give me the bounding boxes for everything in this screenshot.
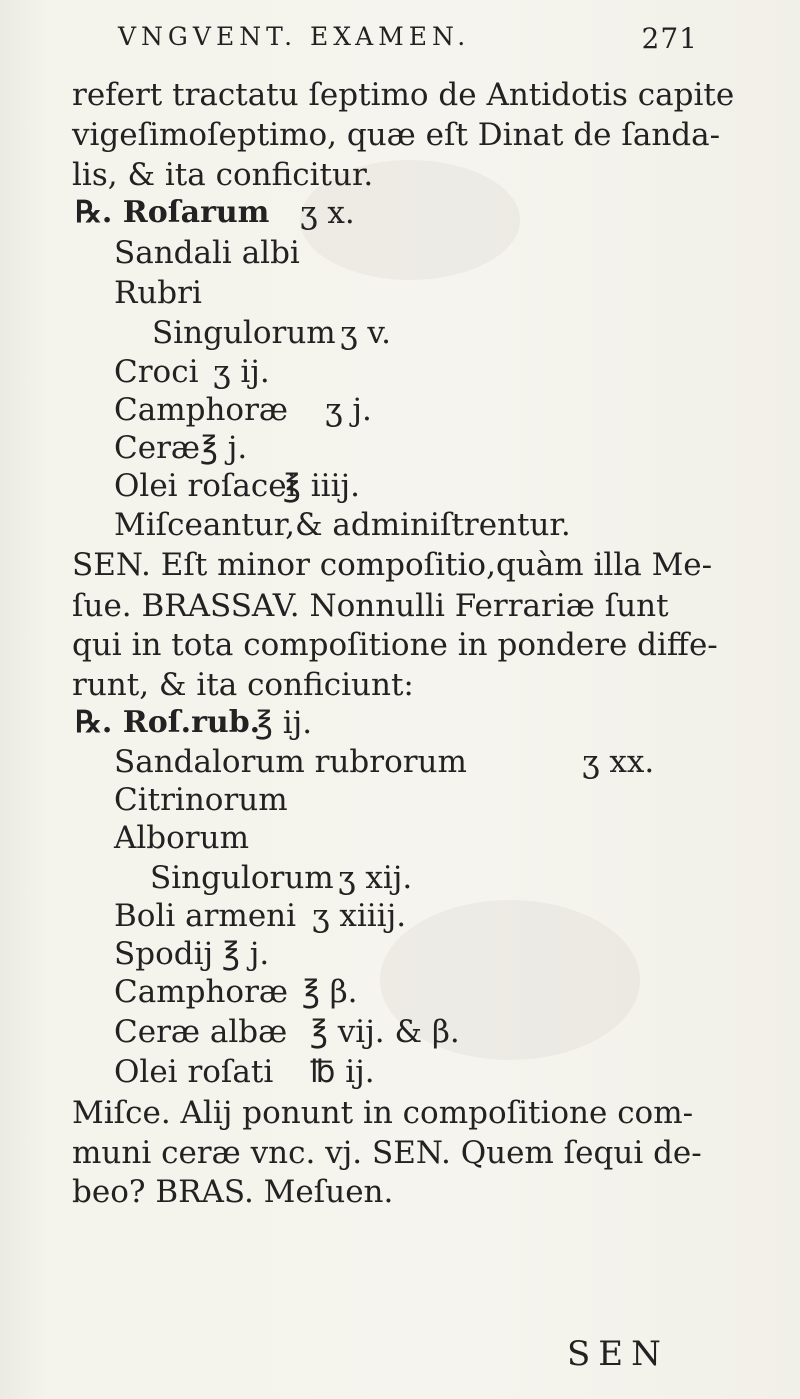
recipe-line: Singulorum [150, 860, 334, 896]
recipe-line: Olei roſacei [114, 468, 297, 504]
text-line: Miſceantur,& adminiſtrentur. [114, 507, 571, 543]
page-number: 271 [641, 22, 698, 55]
quantity: ℥ j. [222, 936, 270, 972]
recipe-line: Alborum [114, 820, 249, 856]
text-line: qui in tota compoſitione in pondere diffe- [72, 627, 718, 663]
quantity: ʒ xx. [582, 744, 655, 780]
recipe-line: Spodij [114, 936, 214, 972]
running-head [118, 22, 698, 62]
recipe-line: Croci [114, 354, 199, 390]
quantity: ʒ ij. [213, 354, 270, 390]
recipe-line: Singulorum [152, 315, 336, 351]
quantity: ℥ iiij. [283, 468, 360, 504]
quantity: ℥ j. [200, 430, 248, 466]
running-head-title: VNGVENT. EXAMEN. [118, 22, 471, 51]
quantity: ʒ x. [300, 195, 355, 231]
text-line: runt, & ita conficiunt: [72, 667, 414, 703]
recipe-line: Camphoræ [114, 974, 289, 1010]
quantity: ℥ β. [302, 974, 358, 1010]
quantity: ʒ j. [325, 392, 372, 428]
recipe-line: Rubri [114, 275, 202, 311]
text-line: ſue. BRASSAV. Nonnulli Ferrariæ ſunt [72, 588, 669, 624]
text-line: Miſce. Alij ponunt in compoſitione com- [72, 1095, 694, 1131]
text-line: muni ceræ vnc. vj. SEN. Quem ſequi de- [72, 1135, 702, 1171]
text-line: lis, & ita conficitur. [72, 157, 374, 193]
recipe-line: Olei roſati [114, 1054, 274, 1090]
recipe-line: Camphoræ [114, 392, 289, 428]
recipe-line: ℞. Roſarum [75, 195, 270, 230]
quantity: ℔ ij. [310, 1054, 375, 1090]
recipe-line: Ceræ albæ [114, 1014, 288, 1050]
recipe-line: Citrinorum [114, 782, 288, 818]
quantity: ℥ ij. [255, 705, 313, 741]
recipe-line: Sandali albi [114, 235, 300, 271]
catchword: SEN [567, 1334, 669, 1374]
recipe-line: Boli armeni [114, 898, 297, 934]
quantity: ʒ xij. [338, 860, 413, 896]
text-line: vigeſimoſeptimo, quæ eſt Dinat de ſanda- [72, 117, 721, 153]
recipe-line: Ceræ [114, 430, 201, 466]
recipe-line: Sandalorum rubrorum [114, 744, 467, 780]
text-line: beo? BRAS. Meſuen. [72, 1174, 394, 1210]
quantity: ʒ xiiij. [312, 898, 407, 934]
quantity: ℥ vij. & β. [310, 1014, 460, 1050]
recipe-line: ℞. Roſ.rub. [75, 705, 261, 740]
quantity: ʒ v. [340, 315, 392, 351]
text-line: SEN. Eſt minor compoſitio,quàm illa Me- [72, 547, 713, 583]
text-line: refert tractatu ſeptimo de Antidotis capite [72, 77, 735, 113]
